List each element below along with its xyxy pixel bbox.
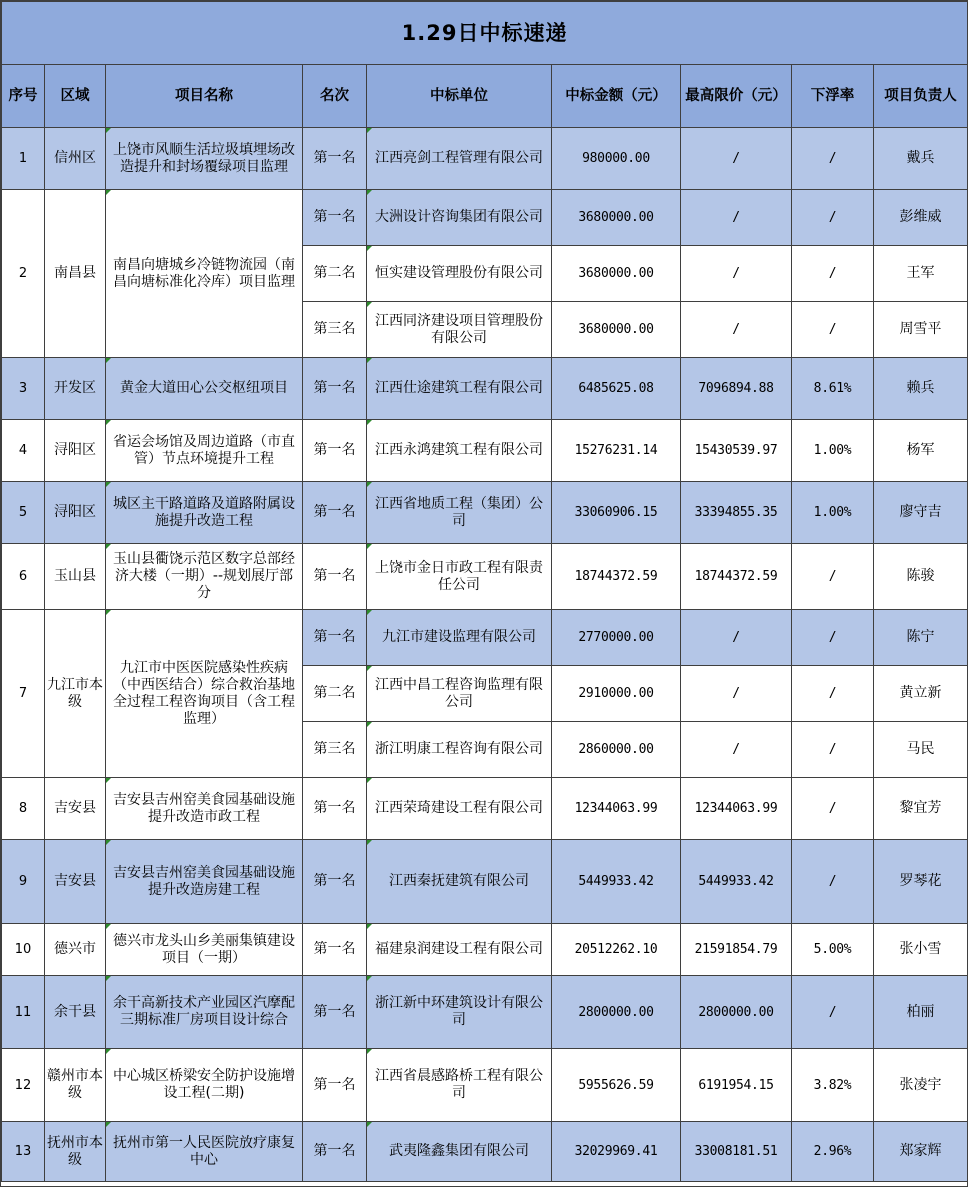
cell-seq: 3 bbox=[2, 358, 45, 420]
cell-discount: / bbox=[792, 666, 874, 722]
header-seq: 序号 bbox=[2, 65, 45, 128]
table-row bbox=[2, 420, 968, 482]
cell-winner: 恒实建设管理股份有限公司 bbox=[367, 246, 552, 302]
cell-discount: / bbox=[792, 190, 874, 246]
cell-amount: 2770000.00 bbox=[552, 610, 681, 666]
cell-amount: 20512262.10 bbox=[552, 924, 681, 976]
cell-amount: 33060906.15 bbox=[552, 482, 681, 544]
cell-area: 浔阳区 bbox=[45, 482, 106, 544]
cell-discount: / bbox=[792, 976, 874, 1049]
table-row bbox=[2, 840, 968, 924]
cell-winner: 江西省晨感路桥工程有限公司 bbox=[367, 1049, 552, 1122]
cell-project: 抚州市第一人民医院放疗康复中心 bbox=[106, 1122, 303, 1182]
cell-winner: 江西省地质工程（集团）公司 bbox=[367, 482, 552, 544]
cell-max-price: 7096894.88 bbox=[681, 358, 792, 420]
cell-project: 吉安县吉州窑美食园基础设施提升改造房建工程 bbox=[106, 840, 303, 924]
cell-manager: 陈宁 bbox=[874, 610, 968, 666]
header-winner: 中标单位 bbox=[367, 65, 552, 128]
cell-manager: 马民 bbox=[874, 722, 968, 778]
cell-winner: 江西同济建设项目管理股份有限公司 bbox=[367, 302, 552, 358]
cell-manager: 杨军 bbox=[874, 420, 968, 482]
cell-amount: 5955626.59 bbox=[552, 1049, 681, 1122]
cell-rank: 第一名 bbox=[303, 358, 367, 420]
cell-rank: 第一名 bbox=[303, 544, 367, 610]
cell-manager: 张小雪 bbox=[874, 924, 968, 976]
cell-area: 九江市本级 bbox=[45, 610, 106, 778]
cell-area: 赣州市本级 bbox=[45, 1049, 106, 1122]
cell-winner: 浙江明康工程咨询有限公司 bbox=[367, 722, 552, 778]
cell-area: 吉安县 bbox=[45, 840, 106, 924]
cell-project: 上饶市风顺生活垃圾填埋场改造提升和封场覆绿项目监理 bbox=[106, 128, 303, 190]
cell-amount: 12344063.99 bbox=[552, 778, 681, 840]
cell-rank: 第一名 bbox=[303, 840, 367, 924]
cell-discount: 3.82% bbox=[792, 1049, 874, 1122]
cell-manager: 彭维威 bbox=[874, 190, 968, 246]
table-row bbox=[2, 976, 968, 1049]
table-row bbox=[2, 778, 968, 840]
header-manager: 项目负责人 bbox=[874, 65, 968, 128]
header-area: 区域 bbox=[45, 65, 106, 128]
cell-seq: 10 bbox=[2, 924, 45, 976]
cell-rank: 第一名 bbox=[303, 190, 367, 246]
cell-area: 吉安县 bbox=[45, 778, 106, 840]
header-amount: 中标金额（元） bbox=[552, 65, 681, 128]
cell-winner: 江西秦抚建筑有限公司 bbox=[367, 840, 552, 924]
cell-project: 中心城区桥梁安全防护设施增设工程(二期) bbox=[106, 1049, 303, 1122]
cell-manager: 陈骏 bbox=[874, 544, 968, 610]
cell-manager: 郑家辉 bbox=[874, 1122, 968, 1182]
cell-max-price: / bbox=[681, 666, 792, 722]
table-row bbox=[2, 610, 968, 666]
cell-manager: 周雪平 bbox=[874, 302, 968, 358]
cell-winner: 福建泉润建设工程有限公司 bbox=[367, 924, 552, 976]
header-max-price: 最高限价（元） bbox=[681, 65, 792, 128]
table-row bbox=[2, 924, 968, 976]
table-row bbox=[2, 128, 968, 190]
cell-rank: 第一名 bbox=[303, 924, 367, 976]
cell-max-price: 18744372.59 bbox=[681, 544, 792, 610]
cell-rank: 第一名 bbox=[303, 976, 367, 1049]
cell-area: 余干县 bbox=[45, 976, 106, 1049]
cell-project: 余干高新技术产业园区汽摩配三期标准厂房项目设计综合 bbox=[106, 976, 303, 1049]
cell-amount: 32029969.41 bbox=[552, 1122, 681, 1182]
cell-discount: / bbox=[792, 610, 874, 666]
cell-project: 黄金大道田心公交枢纽项目 bbox=[106, 358, 303, 420]
cell-discount: 8.61% bbox=[792, 358, 874, 420]
cell-manager: 黎宜芳 bbox=[874, 778, 968, 840]
cell-discount: / bbox=[792, 840, 874, 924]
cell-amount: 6485625.08 bbox=[552, 358, 681, 420]
bid-results-table bbox=[1, 1, 968, 1182]
cell-seq: 7 bbox=[2, 610, 45, 778]
cell-discount: 1.00% bbox=[792, 482, 874, 544]
cell-discount: / bbox=[792, 246, 874, 302]
cell-max-price: / bbox=[681, 190, 792, 246]
cell-max-price: 12344063.99 bbox=[681, 778, 792, 840]
cell-max-price: 15430539.97 bbox=[681, 420, 792, 482]
cell-rank: 第三名 bbox=[303, 302, 367, 358]
cell-project: 玉山县衢饶示范区数字总部经济大楼（一期）--规划展厅部分 bbox=[106, 544, 303, 610]
cell-manager: 张凌宇 bbox=[874, 1049, 968, 1122]
table-row bbox=[2, 544, 968, 610]
cell-max-price: / bbox=[681, 610, 792, 666]
cell-amount: 3680000.00 bbox=[552, 302, 681, 358]
cell-project: 南昌向塘城乡冷链物流园（南昌向塘标准化冷库）项目监理 bbox=[106, 190, 303, 358]
cell-manager: 廖守吉 bbox=[874, 482, 968, 544]
cell-manager: 柏丽 bbox=[874, 976, 968, 1049]
cell-rank: 第三名 bbox=[303, 722, 367, 778]
cell-area: 抚州市本级 bbox=[45, 1122, 106, 1182]
cell-max-price: 5449933.42 bbox=[681, 840, 792, 924]
header-project: 项目名称 bbox=[106, 65, 303, 128]
cell-rank: 第一名 bbox=[303, 482, 367, 544]
table-row bbox=[2, 482, 968, 544]
cell-rank: 第二名 bbox=[303, 246, 367, 302]
cell-project: 吉安县吉州窑美食园基础设施提升改造市政工程 bbox=[106, 778, 303, 840]
cell-project: 九江市中医医院感染性疾病（中西医结合）综合救治基地全过程工程咨询项目（含工程监理） bbox=[106, 610, 303, 778]
cell-rank: 第一名 bbox=[303, 420, 367, 482]
cell-amount: 15276231.14 bbox=[552, 420, 681, 482]
cell-discount: 2.96% bbox=[792, 1122, 874, 1182]
cell-discount: / bbox=[792, 778, 874, 840]
table-row bbox=[2, 358, 968, 420]
cell-project: 省运会场馆及周边道路（市直管）节点环境提升工程 bbox=[106, 420, 303, 482]
cell-discount: 5.00% bbox=[792, 924, 874, 976]
cell-winner: 江西永鸿建筑工程有限公司 bbox=[367, 420, 552, 482]
cell-area: 玉山县 bbox=[45, 544, 106, 610]
cell-discount: / bbox=[792, 722, 874, 778]
cell-max-price: / bbox=[681, 722, 792, 778]
cell-max-price: 2800000.00 bbox=[681, 976, 792, 1049]
cell-seq: 13 bbox=[2, 1122, 45, 1182]
cell-rank: 第一名 bbox=[303, 610, 367, 666]
header-rank: 名次 bbox=[303, 65, 367, 128]
cell-area: 开发区 bbox=[45, 358, 106, 420]
cell-amount: 18744372.59 bbox=[552, 544, 681, 610]
cell-rank: 第一名 bbox=[303, 128, 367, 190]
cell-winner: 江西亮剑工程管理有限公司 bbox=[367, 128, 552, 190]
cell-manager: 赖兵 bbox=[874, 358, 968, 420]
cell-max-price: 21591854.79 bbox=[681, 924, 792, 976]
cell-seq: 5 bbox=[2, 482, 45, 544]
cell-seq: 9 bbox=[2, 840, 45, 924]
header-discount: 下浮率 bbox=[792, 65, 874, 128]
table-body bbox=[2, 128, 968, 1182]
cell-winner: 大洲设计咨询集团有限公司 bbox=[367, 190, 552, 246]
cell-discount: / bbox=[792, 544, 874, 610]
cell-max-price: 33394855.35 bbox=[681, 482, 792, 544]
cell-manager: 戴兵 bbox=[874, 128, 968, 190]
cell-discount: / bbox=[792, 302, 874, 358]
cell-amount: 980000.00 bbox=[552, 128, 681, 190]
cell-winner: 江西荣琦建设工程有限公司 bbox=[367, 778, 552, 840]
cell-project: 德兴市龙头山乡美丽集镇建设项目（一期） bbox=[106, 924, 303, 976]
cell-area: 南昌县 bbox=[45, 190, 106, 358]
cell-discount: / bbox=[792, 128, 874, 190]
cell-area: 德兴市 bbox=[45, 924, 106, 976]
cell-winner: 浙江新中环建筑设计有限公司 bbox=[367, 976, 552, 1049]
cell-amount: 2910000.00 bbox=[552, 666, 681, 722]
cell-amount: 3680000.00 bbox=[552, 190, 681, 246]
table-row bbox=[2, 190, 968, 246]
cell-winner: 江西中昌工程咨询监理有限公司 bbox=[367, 666, 552, 722]
cell-max-price: / bbox=[681, 302, 792, 358]
cell-amount: 2860000.00 bbox=[552, 722, 681, 778]
cell-project: 城区主干路道路及道路附属设施提升改造工程 bbox=[106, 482, 303, 544]
table-row bbox=[2, 1049, 968, 1122]
cell-max-price: 33008181.51 bbox=[681, 1122, 792, 1182]
cell-rank: 第一名 bbox=[303, 1122, 367, 1182]
cell-rank: 第二名 bbox=[303, 666, 367, 722]
cell-winner: 江西仕途建筑工程有限公司 bbox=[367, 358, 552, 420]
cell-discount: 1.00% bbox=[792, 420, 874, 482]
cell-seq: 8 bbox=[2, 778, 45, 840]
cell-winner: 上饶市金日市政工程有限责任公司 bbox=[367, 544, 552, 610]
cell-area: 浔阳区 bbox=[45, 420, 106, 482]
cell-amount: 5449933.42 bbox=[552, 840, 681, 924]
cell-seq: 1 bbox=[2, 128, 45, 190]
table-row bbox=[2, 1122, 968, 1182]
cell-max-price: / bbox=[681, 128, 792, 190]
cell-winner: 武夷隆鑫集团有限公司 bbox=[367, 1122, 552, 1182]
cell-manager: 黄立新 bbox=[874, 666, 968, 722]
cell-rank: 第一名 bbox=[303, 778, 367, 840]
cell-amount: 3680000.00 bbox=[552, 246, 681, 302]
cell-seq: 11 bbox=[2, 976, 45, 1049]
page-title: 1.29日中标速递 bbox=[2, 2, 968, 65]
cell-seq: 2 bbox=[2, 190, 45, 358]
cell-amount: 2800000.00 bbox=[552, 976, 681, 1049]
cell-area: 信州区 bbox=[45, 128, 106, 190]
cell-max-price: 6191954.15 bbox=[681, 1049, 792, 1122]
cell-rank: 第一名 bbox=[303, 1049, 367, 1122]
cell-seq: 12 bbox=[2, 1049, 45, 1122]
cell-manager: 王军 bbox=[874, 246, 968, 302]
cell-seq: 6 bbox=[2, 544, 45, 610]
cell-max-price: / bbox=[681, 246, 792, 302]
cell-winner: 九江市建设监理有限公司 bbox=[367, 610, 552, 666]
header-row bbox=[2, 65, 968, 128]
cell-seq: 4 bbox=[2, 420, 45, 482]
cell-manager: 罗琴花 bbox=[874, 840, 968, 924]
